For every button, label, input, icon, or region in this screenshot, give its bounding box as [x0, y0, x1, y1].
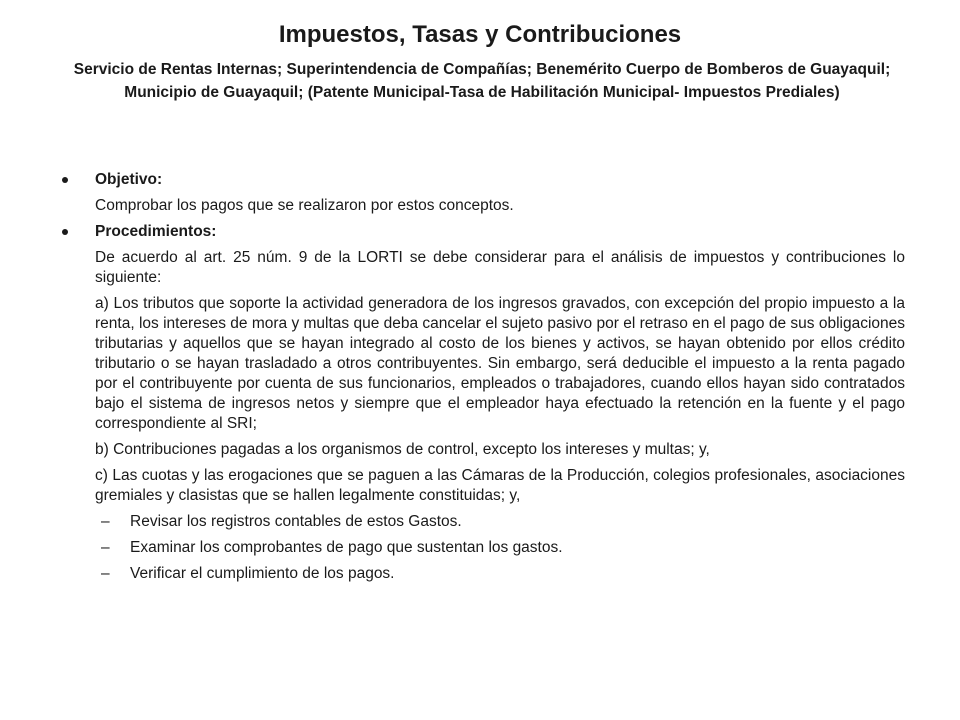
procedimientos-intro: De acuerdo al art. 25 núm. 9 de la LORTI se debe considerar para el análisis de impuestos y contribuciones lo siguiente: — [95, 249, 905, 286]
dash-bullet-icon: – — [101, 513, 110, 530]
objetivo-bullet — [60, 170, 905, 190]
bullet-dot-icon — [62, 177, 68, 183]
dash-bullet-icon: – — [101, 539, 110, 556]
procedimientos-bullet — [60, 222, 905, 242]
step-item — [60, 564, 905, 584]
slide-subtitle: Servicio de Rentas Internas; Superintendencia de Compañías; Benemérito Cuerpo de Bomberos de Guayaquil; Municipio de Guayaquil; (Patente Municipal-Tasa de Habilitación Municipal- Impuestos Prediales) — [73, 61, 891, 101]
bullet-dot-icon — [62, 229, 68, 235]
procedimientos-item-c: c) Las cuotas y las erogaciones que se paguen a las Cámaras de la Producción, colegios profesionales, asociaciones gremiales y clasistas que se hallen legalmente constituidas; y, — [95, 467, 905, 504]
dash-bullet-icon: – — [101, 565, 110, 582]
objetivo-text: Comprobar los pagos que se realizaron por estos conceptos. — [95, 197, 514, 214]
step-text: Examinar los comprobantes de pago que sustentan los gastos. — [130, 539, 563, 556]
procedimientos-heading: Procedimientos: — [95, 223, 217, 240]
slide-title: Impuestos, Tasas y Contribuciones — [278, 21, 682, 48]
step-text: Revisar los registros contables de estos Gastos. — [130, 513, 462, 530]
objetivo-heading: Objetivo: — [95, 171, 163, 188]
step-item — [60, 538, 905, 558]
procedimientos-item-a: a) Los tributos que soporte la actividad generadora de los ingresos gravados, con excepción del propio impuesto a la renta, los intereses de mora y multas que deba cancelar el sujeto pasivo por el retraso en el pago de sus obligaciones tributarias y aquellos que se hayan integrado al costo de los bienes y activos, se hayan obtenido por ellos crédito tributario o se hayan trasladado a otros contribuyentes. Sin embargo, será deducible el impuesto a la renta pagado por el contribuyente por cuenta de sus funcionarios, empleados o trabajadores, cuando ellos hayan sido contratados bajo el sistema de ingresos netos y siempre que el empleador haya efectuado la retención en la fuente y el pago correspondiente al SRI; — [95, 295, 905, 432]
procedimientos-item-b: b) Contribuciones pagadas a los organismos de control, excepto los intereses y multas; y, — [95, 441, 710, 458]
slide-body — [60, 170, 905, 590]
step-text: Verificar el cumplimiento de los pagos. — [130, 565, 395, 582]
step-item — [60, 512, 905, 532]
